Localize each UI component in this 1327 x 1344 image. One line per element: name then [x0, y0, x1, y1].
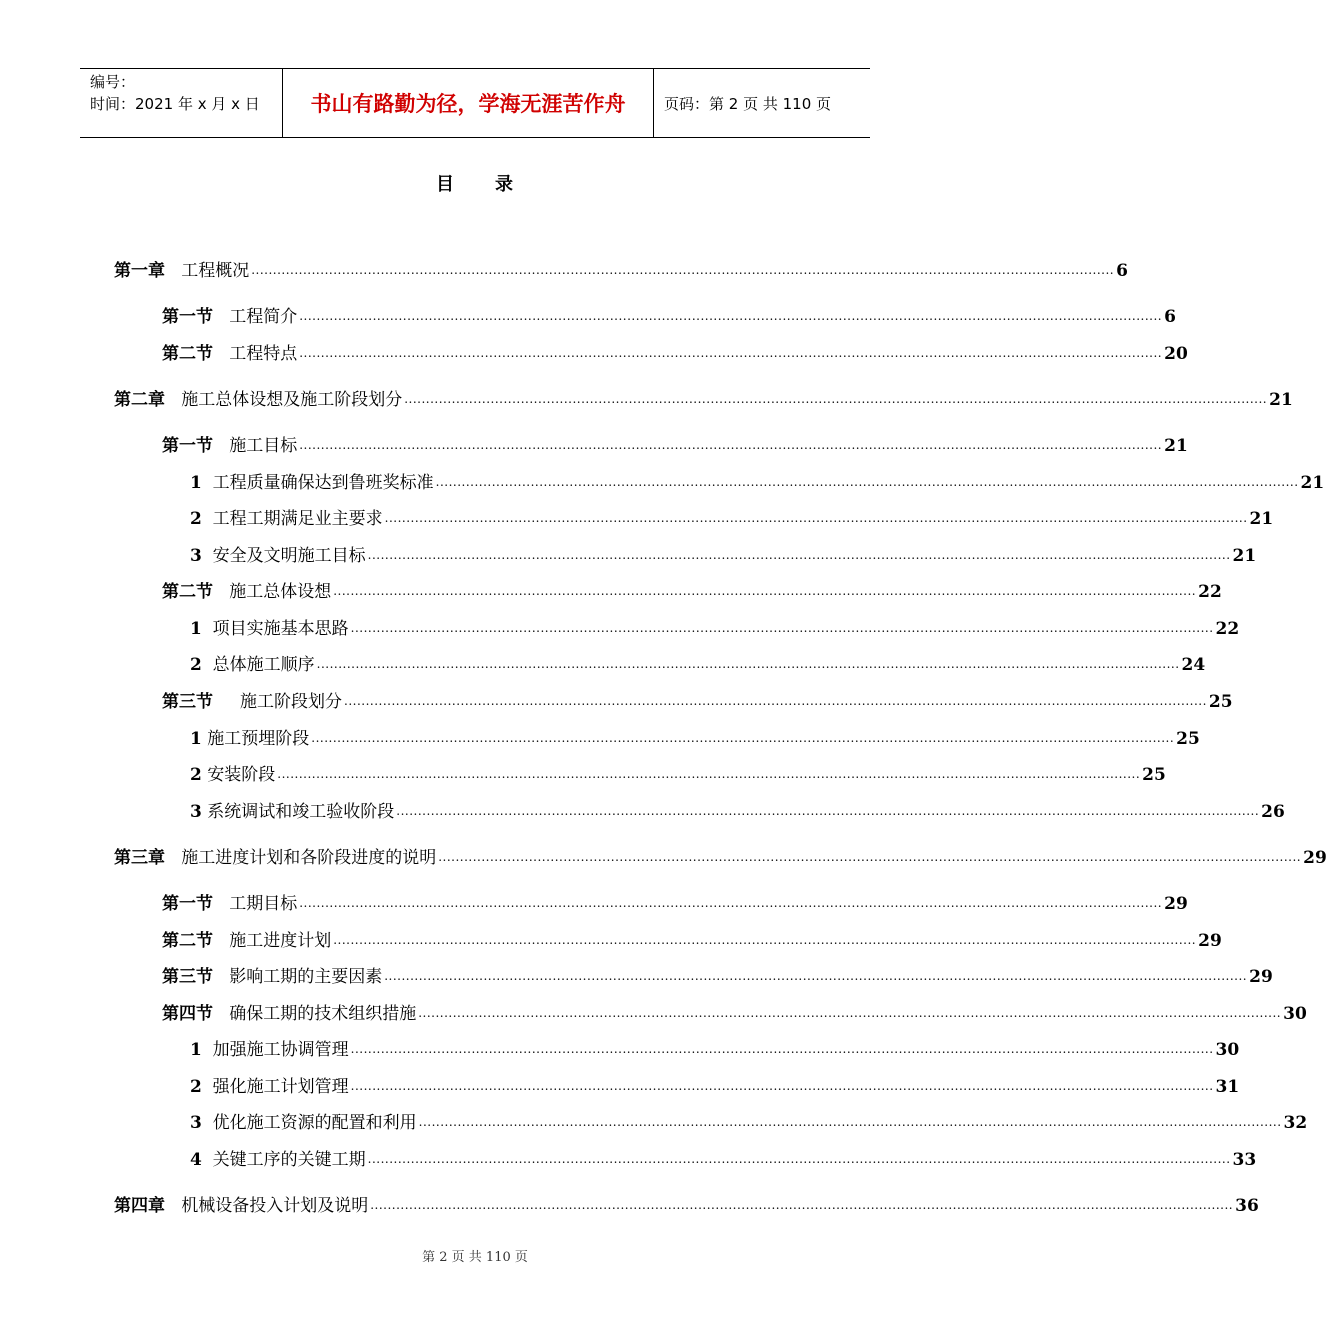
toc-entry-prefix: 第三节: [162, 967, 213, 987]
toc-entry-page: 36: [1235, 1196, 1259, 1216]
toc-entry-item[interactable]: [190, 726, 1200, 752]
toc-entry-text: 安装阶段: [207, 765, 276, 785]
toc-entry-item[interactable]: [190, 1147, 1257, 1173]
toc-entry-prefix: 2: [190, 1077, 202, 1097]
toc-entry-page: 29: [1249, 967, 1273, 987]
toc-entry-page: 21: [1249, 509, 1274, 529]
toc-entry-text: 施工进度计划和各阶段进度的说明: [181, 848, 437, 868]
header-meta: [80, 69, 282, 137]
toc-leader-dots: ........................................................................................................................................................................................................: [299, 438, 1163, 452]
toc-entry-prefix: 第一节: [162, 307, 213, 327]
toc-entry-text: 安全及文明施工目标: [212, 546, 366, 566]
toc-leader-dots: ........................................................................................................................................................................................................: [277, 767, 1141, 781]
toc-entry-text: 施工阶段划分: [240, 692, 343, 712]
toc-entry-prefix: 3: [190, 546, 202, 566]
toc-entry-prefix: 第二章: [114, 390, 165, 410]
toc-entry-section[interactable]: [162, 891, 1188, 917]
toc-entry-prefix: 第二节: [162, 931, 213, 951]
toc-entry-item[interactable]: [190, 470, 1325, 496]
toc-entry-prefix: 1: [190, 1040, 202, 1060]
toc-entry-text: 工程特点: [229, 344, 298, 364]
toc-leader-dots: ........................................................................................................................................................................................................: [384, 511, 1248, 525]
toc-entry-item[interactable]: [190, 652, 1206, 678]
toc-entry-text: 施工预埋阶段: [207, 729, 310, 749]
toc-leader-dots: ........................................................................................................................................................................................................: [333, 584, 1197, 598]
toc-entry-text: 工程简介: [229, 307, 298, 327]
toc-entry-text: 施工总体设想: [229, 582, 332, 602]
toc-entry-text: 工程工期满足业主要求: [212, 509, 383, 529]
toc-entry-prefix: 2: [190, 509, 202, 529]
toc-entry-prefix: 2: [190, 655, 202, 675]
toc-entry-prefix: 3: [190, 1113, 202, 1133]
toc-entry-page: 29: [1198, 931, 1222, 951]
toc-leader-dots: ........................................................................................................................................................................................................: [367, 548, 1231, 562]
toc-entry-page: 32: [1283, 1113, 1308, 1133]
toc-title-left: 目: [436, 174, 455, 195]
toc-entry-text: 项目实施基本思路: [212, 619, 349, 639]
toc-leader-dots: ........................................................................................................................................................................................................: [418, 1115, 1282, 1129]
toc-entry-section[interactable]: [162, 964, 1273, 990]
toc-entry-prefix: 1: [190, 619, 202, 639]
toc-entry-text: 工程质量确保达到鲁班奖标准: [212, 473, 434, 493]
toc-entry-page: 6: [1164, 307, 1176, 327]
toc-leader-dots: ........................................................................................................................................................................................................: [435, 475, 1299, 489]
toc-leader-dots: ........................................................................................................................................................................................................: [396, 804, 1260, 818]
toc-leader-dots: ........................................................................................................................................................................................................: [299, 346, 1163, 360]
toc-entry-text: 系统调试和竣工验收阶段: [207, 802, 395, 822]
toc-entry-text: 影响工期的主要因素: [229, 967, 383, 987]
toc-entry-section[interactable]: [162, 1001, 1307, 1027]
page-header: [80, 68, 870, 138]
toc-entry-prefix: 第四节: [162, 1004, 213, 1024]
toc-entry-page: 31: [1215, 1077, 1240, 1097]
toc-leader-dots: ........................................................................................................................................................................................................: [251, 263, 1115, 277]
toc-entry-section[interactable]: [162, 928, 1222, 954]
toc-entry-prefix: 2: [190, 765, 202, 785]
toc-entry-page: 25: [1208, 692, 1233, 712]
toc-entry-section[interactable]: [162, 304, 1176, 330]
toc-entry-prefix: 第一章: [114, 261, 165, 281]
toc-entry-chapter[interactable]: [114, 845, 1327, 871]
toc-entry-page: 30: [1283, 1004, 1307, 1024]
toc-title-right: 录: [495, 174, 514, 195]
toc-entry-text: 施工目标: [229, 436, 298, 456]
toc-entry-prefix: 第四章: [114, 1196, 165, 1216]
toc-leader-dots: ........................................................................................................................................................................................................: [299, 896, 1163, 910]
toc-leader-dots: ........................................................................................................................................................................................................: [438, 850, 1302, 864]
toc-entry-page: 25: [1176, 729, 1200, 749]
toc-entry-page: 29: [1303, 848, 1327, 868]
toc-entry-text: 强化施工计划管理: [212, 1077, 349, 1097]
toc-entry-page: 30: [1215, 1040, 1240, 1060]
toc-entry-text: 施工进度计划: [229, 931, 332, 951]
toc-leader-dots: ........................................................................................................................................................................................................: [350, 1042, 1214, 1056]
toc-entry-prefix: 第一节: [162, 894, 213, 914]
toc-entry-text: 加强施工协调管理: [212, 1040, 349, 1060]
toc-entry-page: 29: [1164, 894, 1188, 914]
toc-entry-item[interactable]: [190, 543, 1257, 569]
toc-entry-item[interactable]: [190, 616, 1240, 642]
toc-entry-prefix: 第二节: [162, 582, 213, 602]
toc-entry-item[interactable]: [190, 762, 1166, 788]
header-page-info: 页码：第 2 页 共 110 页: [664, 94, 832, 113]
toc-entry-page: 24: [1181, 655, 1206, 675]
toc-entry-page: 6: [1116, 261, 1128, 281]
toc-entry-prefix: 1: [190, 473, 202, 493]
toc-entry-prefix: 3: [190, 802, 202, 822]
toc-entry-item[interactable]: [190, 1110, 1308, 1136]
toc-entry-text: 关键工序的关键工期: [212, 1150, 366, 1170]
toc-leader-dots: ........................................................................................................................................................................................................: [418, 1006, 1282, 1020]
toc-entry-item[interactable]: [190, 1074, 1240, 1100]
toc-entry-prefix: 第二节: [162, 344, 213, 364]
toc-leader-dots: ........................................................................................................................................................................................................: [350, 621, 1214, 635]
toc-entry-section[interactable]: [162, 579, 1222, 605]
toc-entry-item[interactable]: [190, 506, 1274, 532]
page-footer: 第 2 页 共 110 页: [422, 1250, 528, 1265]
toc-entry-page: 20: [1164, 344, 1188, 364]
toc-entry-prefix: 4: [190, 1150, 202, 1170]
toc-entry-text: 工程概况: [181, 261, 250, 281]
toc-entry-chapter[interactable]: [114, 1193, 1259, 1219]
toc-entry-page: 33: [1232, 1150, 1257, 1170]
toc-entry-chapter[interactable]: [114, 387, 1293, 413]
header-motto: 书山有路勤为径，学海无涯苦作舟: [282, 69, 654, 137]
toc-entry-text: 确保工期的技术组织措施: [229, 1004, 417, 1024]
toc-entry-section[interactable]: [162, 689, 1233, 715]
toc-leader-dots: ........................................................................................................................................................................................................: [333, 933, 1197, 947]
toc-entry-text: 优化施工资源的配置和利用: [212, 1113, 417, 1133]
toc-entry-page: 25: [1142, 765, 1166, 785]
toc-entry-section[interactable]: [162, 341, 1188, 367]
toc-leader-dots: ........................................................................................................................................................................................................: [299, 309, 1163, 323]
toc-entry-text: 工期目标: [229, 894, 298, 914]
toc-leader-dots: ........................................................................................................................................................................................................: [384, 969, 1248, 983]
toc-leader-dots: ........................................................................................................................................................................................................: [350, 1079, 1214, 1093]
toc-entry-page: 22: [1198, 582, 1222, 602]
toc-entry-page: 21: [1269, 390, 1293, 410]
toc-entry-prefix: 1: [190, 729, 202, 749]
toc-leader-dots: ........................................................................................................................................................................................................: [367, 1152, 1231, 1166]
toc-entry-item[interactable]: [190, 799, 1285, 825]
toc-entry-item[interactable]: [190, 1037, 1240, 1063]
toc-leader-dots: ........................................................................................................................................................................................................: [311, 731, 1175, 745]
toc-entry-text: 机械设备投入计划及说明: [181, 1196, 369, 1216]
toc-entry-prefix: 第三章: [114, 848, 165, 868]
toc-leader-dots: ........................................................................................................................................................................................................: [370, 1198, 1234, 1212]
document-number-label: 编号：: [90, 73, 136, 91]
toc-entry-text: 总体施工顺序: [212, 655, 315, 675]
toc-leader-dots: ........................................................................................................................................................................................................: [404, 392, 1268, 406]
toc-leader-dots: ........................................................................................................................................................................................................: [316, 657, 1180, 671]
document-date: 时间：2021 年 x 月 x 日: [90, 95, 260, 113]
toc-entry-text: 施工总体设想及施工阶段划分: [181, 390, 403, 410]
toc-entry-page: 21: [1164, 436, 1188, 456]
toc-entry-chapter[interactable]: [114, 258, 1128, 284]
toc-entry-section[interactable]: [162, 433, 1188, 459]
toc-entry-page: 22: [1215, 619, 1240, 639]
toc-entry-page: 21: [1232, 546, 1257, 566]
toc-title: [0, 170, 950, 196]
toc-entry-page: 21: [1300, 473, 1325, 493]
toc-entry-prefix: 第一节: [162, 436, 213, 456]
toc-entry-page: 26: [1261, 802, 1285, 822]
toc-leader-dots: ........................................................................................................................................................................................................: [344, 694, 1207, 708]
toc-entry-prefix: 第三节: [162, 692, 213, 712]
